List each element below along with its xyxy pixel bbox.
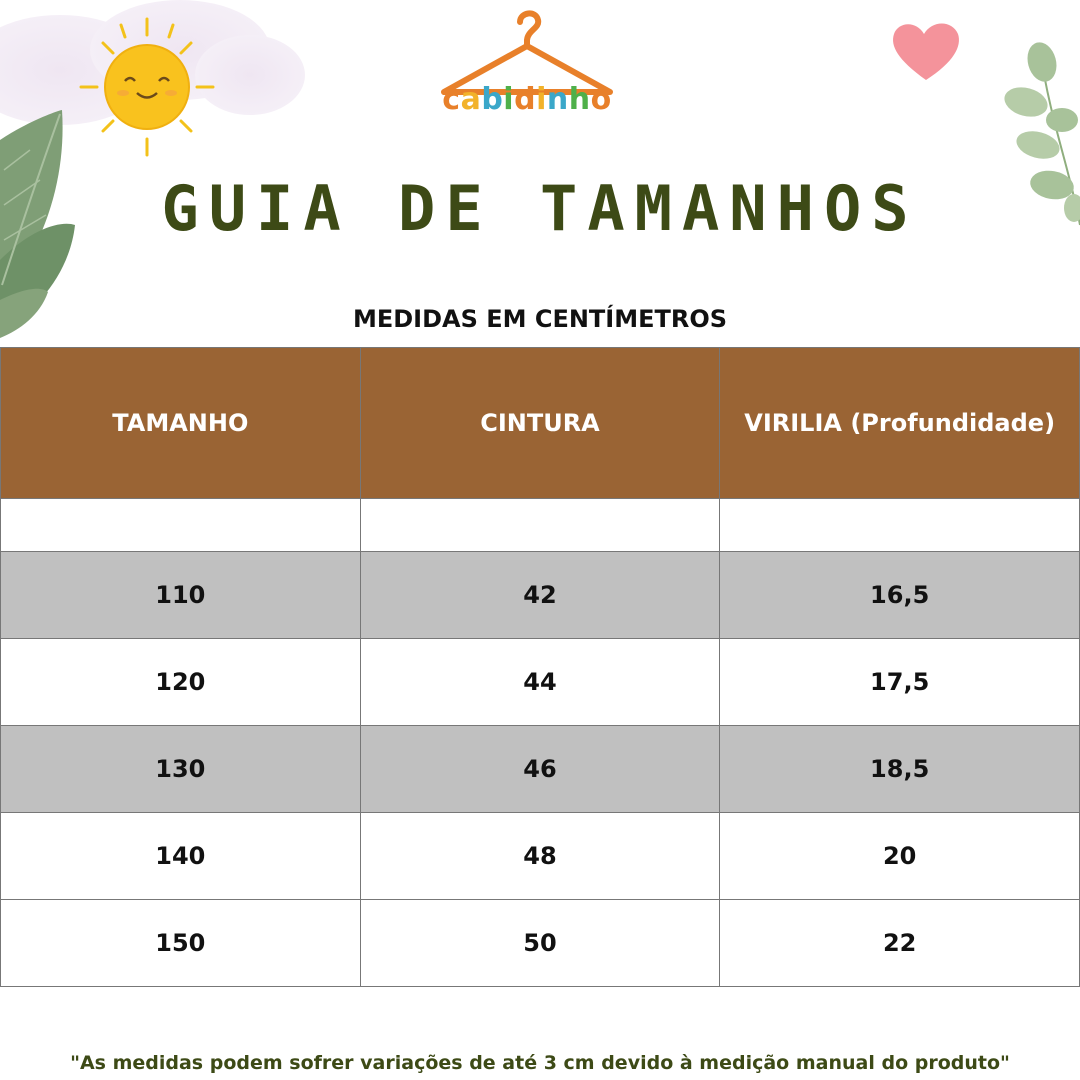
table-row — [1, 639, 1080, 726]
logo-letter: i — [503, 82, 515, 117]
table-header-row — [1, 348, 1080, 499]
cell-virilia: 18,5 — [720, 726, 1080, 813]
smiling-sun-icon — [75, 15, 225, 160]
disclaimer-note: "As medidas podem sofrer variações de até 3 cm devido à medição manual do produto" — [70, 1052, 1010, 1074]
cell-tamanho: 120 — [1, 639, 361, 726]
heart-icon — [888, 18, 964, 84]
cell-cintura: 48 — [360, 813, 720, 900]
table-row — [1, 552, 1080, 639]
header-cintura: CINTURA — [360, 348, 720, 499]
empty-cell — [360, 499, 720, 552]
cell-virilia: 20 — [720, 813, 1080, 900]
brand-wordmark — [432, 82, 622, 117]
logo-letter: h — [568, 82, 591, 117]
header-virilia: VIRILIA (Profundidade) — [720, 348, 1080, 499]
cell-tamanho: 150 — [1, 900, 361, 987]
cell-cintura: 44 — [360, 639, 720, 726]
logo-letter: d — [514, 82, 537, 117]
size-table — [0, 347, 1080, 987]
cell-virilia: 17,5 — [720, 639, 1080, 726]
cell-tamanho: 130 — [1, 726, 361, 813]
cell-cintura: 50 — [360, 900, 720, 987]
logo-letter: b — [481, 82, 504, 117]
empty-cell — [720, 499, 1080, 552]
logo-letter: a — [460, 82, 482, 117]
header-tamanho: TAMANHO — [1, 348, 361, 499]
page-title: GUIA DE TAMANHOS — [161, 172, 919, 245]
table-empty-row — [1, 499, 1080, 552]
table-row — [1, 813, 1080, 900]
cell-cintura: 46 — [360, 726, 720, 813]
cell-cintura: 42 — [360, 552, 720, 639]
cell-tamanho: 140 — [1, 813, 361, 900]
logo-letter: i — [536, 82, 547, 117]
cell-tamanho: 110 — [1, 552, 361, 639]
empty-cell — [1, 499, 361, 552]
logo-letter: n — [546, 82, 569, 117]
table-row — [1, 900, 1080, 987]
table-row — [1, 726, 1080, 813]
brand-logo — [432, 6, 622, 117]
logo-letter: o — [590, 82, 612, 117]
cell-virilia: 22 — [720, 900, 1080, 987]
cell-virilia: 16,5 — [720, 552, 1080, 639]
logo-letter: c — [442, 82, 461, 117]
page-subtitle: MEDIDAS EM CENTÍMETROS — [352, 305, 728, 333]
